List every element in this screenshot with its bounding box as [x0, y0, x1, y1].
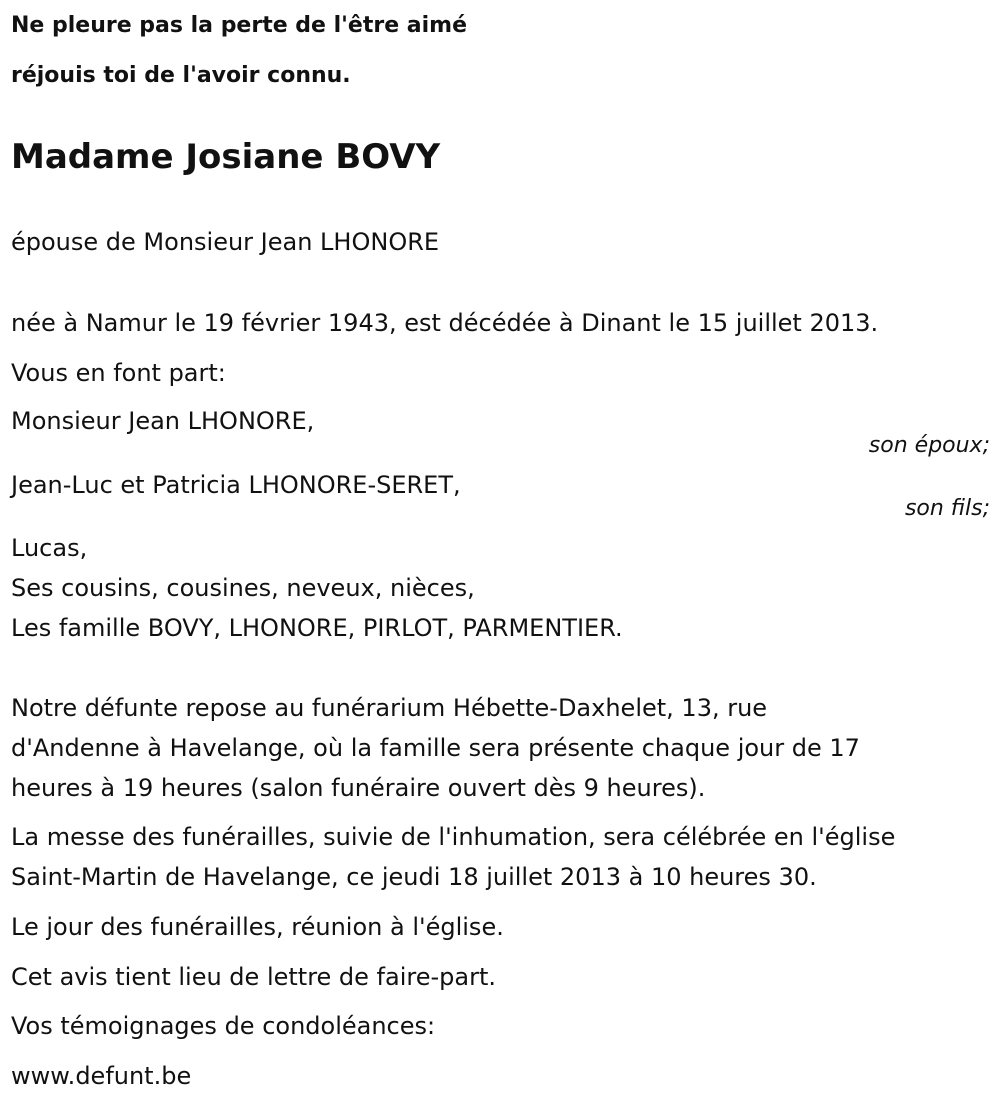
family-member-relation: son fils;: [904, 496, 990, 521]
condolences-label: Vos témoignages de condoléances:: [11, 1012, 436, 1040]
quote-line-2: réjouis toi de l'avoir connu.: [11, 63, 351, 88]
repose-line: heures à 19 heures (salon funéraire ouvert dès 9 heures).: [11, 774, 706, 802]
mass-line: Saint-Martin de Havelange, ce jeudi 18 juillet 2013 à 10 heures 30.: [11, 863, 817, 891]
other-mourner-line: Les famille BOVY, LHONORE, PIRLOT, PARMENTIER.: [11, 614, 623, 642]
other-mourner-line: Lucas,: [11, 534, 88, 562]
spouse-line: épouse de Monsieur Jean LHONORE: [11, 228, 440, 256]
family-member-name: Jean-Luc et Patricia LHONORE-SERET,: [11, 471, 461, 499]
family-member-relation: son époux;: [868, 433, 990, 458]
reunion-line: Le jour des funérailles, réunion à l'église.: [11, 913, 504, 941]
quote-line-1: Ne pleure pas la perte de l'être aimé: [11, 13, 468, 38]
repose-line: Notre défunte repose au funérarium Hébette-Daxhelet, 13, rue: [11, 694, 768, 722]
notice-line: Cet avis tient lieu de lettre de faire-part.: [11, 963, 496, 991]
family-member-name: Monsieur Jean LHONORE,: [11, 407, 315, 435]
deceased-name: Madame Josiane BOVY: [11, 137, 441, 177]
repose-line: d'Andenne à Havelange, où la famille sera présente chaque jour de 17: [11, 734, 860, 762]
mass-line: La messe des funérailles, suivie de l'inhumation, sera célébrée en l'église: [11, 823, 896, 851]
website-link[interactable]: www.defunt.be: [11, 1062, 192, 1090]
announcement-intro: Vous en font part:: [11, 359, 226, 387]
birth-death-line: née à Namur le 19 février 1943, est décédée à Dinant le 15 juillet 2013.: [11, 309, 879, 337]
other-mourner-line: Ses cousins, cousines, neveux, nièces,: [11, 574, 475, 602]
